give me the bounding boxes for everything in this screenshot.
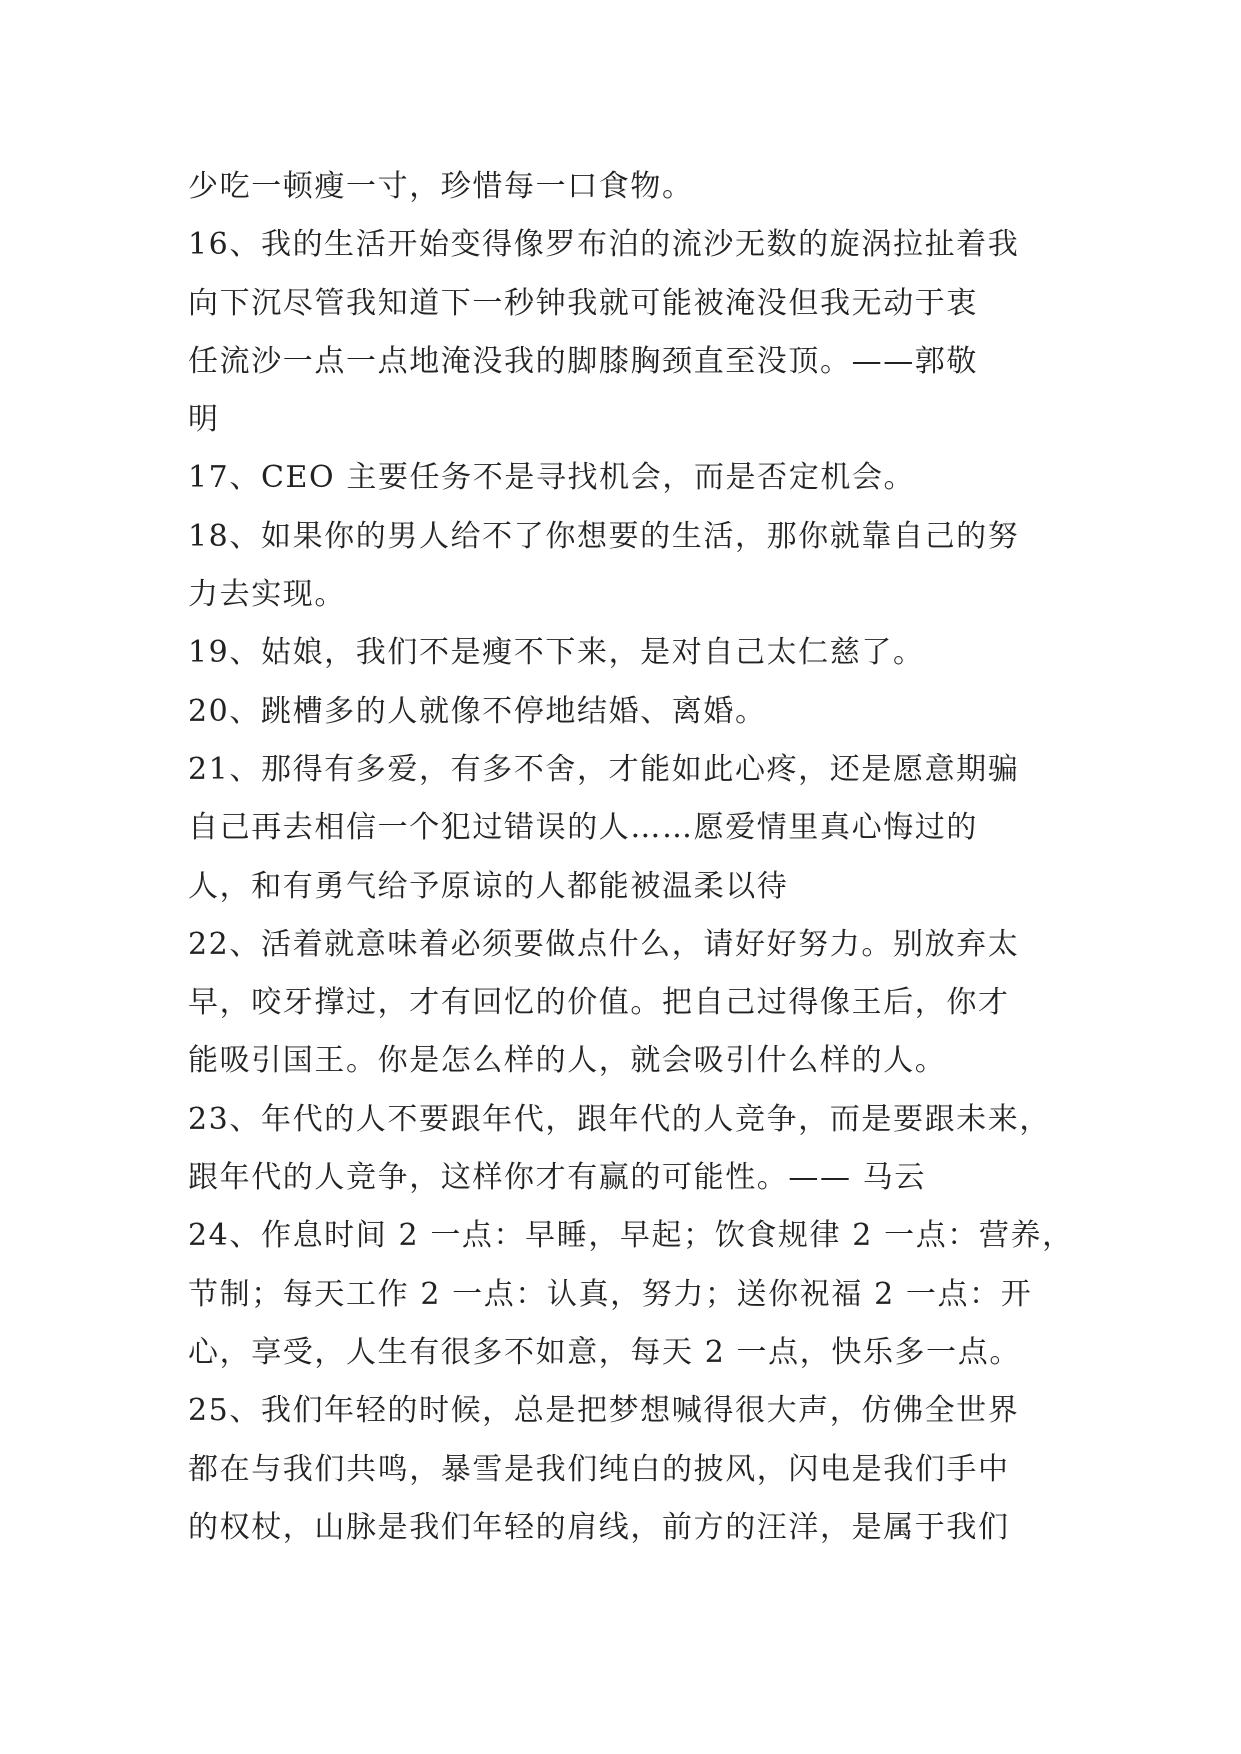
text-line: 少吃一顿瘦一寸，珍惜每一口食物。 [188, 169, 694, 204]
text-line: 心，享受，人生有很多不如意，每天 2 一点，快乐多一点。 [188, 1334, 1021, 1370]
text-line: 24、作息时间 2 一点：早睡，早起；饮食规律 2 一点：营养， [188, 1218, 1074, 1254]
text-line: 力去实现。 [188, 577, 346, 613]
text-line: 18、如果你的男人给不了你想要的生活，那你就靠自己的努 [188, 518, 1020, 554]
text-line: 向下沉尽管我知道下一秒钟我就可能被淹没但我无动于衷 [188, 285, 978, 321]
text-line: 23、年代的人不要跟年代，跟年代的人竞争，而是要跟未来， [188, 1101, 1051, 1137]
text-line: 都在与我们共鸣，暴雪是我们纯白的披风，闪电是我们手中 [188, 1451, 1010, 1487]
text-line: 的权杖，山脉是我们年轻的肩线，前方的汪洋，是属于我们 [188, 1509, 1010, 1545]
text-line: 22、活着就意味着必须要做点什么，请好好努力。别放弃太 [188, 926, 1020, 962]
text-line: 节制；每天工作 2 一点：认真，努力；送你祝福 2 一点：开 [188, 1276, 1033, 1312]
text-line: 早，咬牙撑过，才有回忆的价值。把自己过得像王后，你才 [188, 985, 1010, 1021]
text-line: 自己再去相信一个犯过错误的人……愿爱情里真心悔过的 [188, 810, 978, 846]
text-line: 明 [188, 402, 220, 438]
text-line: 任流沙一点一点地淹没我的脚膝胸颈直至没顶。——郭敬 [188, 343, 978, 379]
text-line: 16、我的生活开始变得像罗布泊的流沙无数的旋涡拉扯着我 [188, 227, 1020, 263]
text-line: 25、我们年轻的时候，总是把梦想喊得很大声，仿佛全世界 [188, 1393, 1020, 1429]
text-line: 20、跳槽多的人就像不停地结婚、离婚。 [188, 693, 767, 729]
text-line: 19、姑娘，我们不是瘦不下来，是对自己太仁慈了。 [188, 635, 925, 671]
text-line: 跟年代的人竞争，这样你才有赢的可能性。—— 马云 [188, 1160, 926, 1196]
document-body [188, 158, 1078, 1557]
text-line: 21、那得有多爱，有多不舍，才能如此心疼，还是愿意期骗 [188, 751, 1020, 787]
text-line: 能吸引国王。你是怎么样的人，就会吸引什么样的人。 [188, 1043, 947, 1079]
text-line: 人，和有勇气给予原谅的人都能被温柔以待 [188, 868, 789, 904]
text-line: 17、CEO 主要任务不是寻找机会，而是否定机会。 [188, 460, 916, 496]
